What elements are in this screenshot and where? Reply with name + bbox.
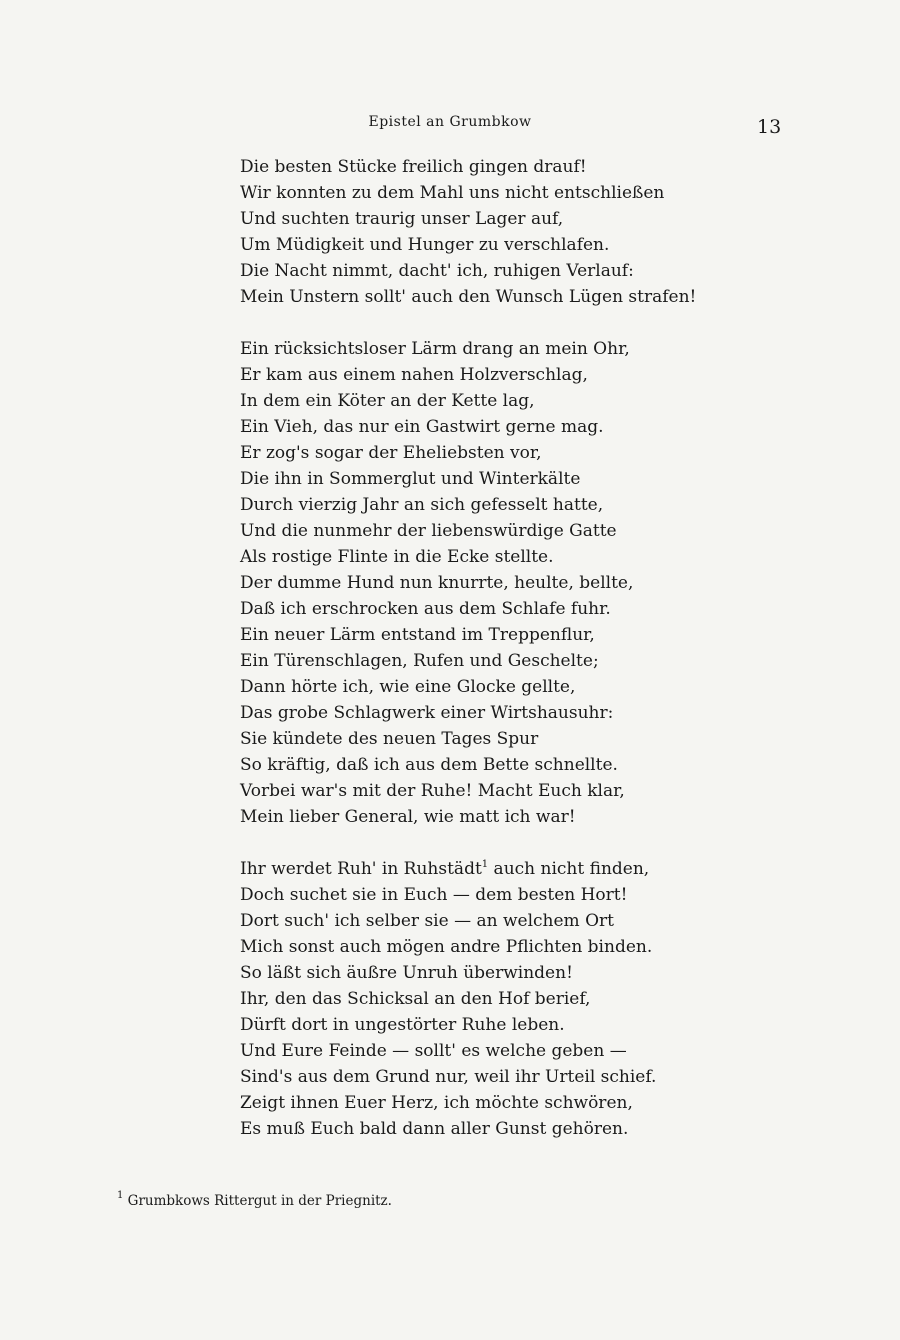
poem-line: Wir konnten zu dem Mahl uns nicht entschließen [240, 183, 665, 203]
poem-line: Dürft dort in ungestörter Ruhe leben. [240, 1015, 565, 1035]
poem-line: Es muß Euch bald dann aller Gunst gehören. [240, 1119, 629, 1139]
poem-line: So läßt sich äußre Unruh überwinden! [240, 963, 573, 983]
poem-line: Und die nunmehr der liebenswürdige Gatte [240, 521, 617, 541]
poem-line-text: Ihr werdet Ruh' in Ruhstädt [240, 859, 482, 879]
stanza-1 [240, 154, 840, 310]
poem-line: Zeigt ihnen Euer Herz, ich möchte schwören, [240, 1093, 633, 1113]
stanza-2 [240, 336, 840, 830]
poem-line: Die besten Stücke freilich gingen drauf! [240, 157, 587, 177]
poem-line: Der dumme Hund nun knurrte, heulte, bellte, [240, 573, 634, 593]
footnote-reference: 1 [481, 859, 489, 870]
poem-line-with-footnote [240, 856, 840, 882]
footnote-marker: 1 [117, 1190, 124, 1201]
poem-line: Mein Unstern sollt' auch den Wunsch Lügen strafen! [240, 287, 697, 307]
running-title: Epistel an Grumbkow [368, 114, 532, 130]
poem-line: Ein Türenschlagen, Rufen und Geschelte; [240, 651, 599, 671]
poem-line: Daß ich erschrocken aus dem Schlafe fuhr. [240, 599, 611, 619]
poem-line: Das grobe Schlagwerk einer Wirtshausuhr: [240, 703, 614, 723]
poem-line: Und suchten traurig unser Lager auf, [240, 209, 564, 229]
poem-line: Ein rücksichtsloser Lärm drang an mein Ohr, [240, 339, 630, 359]
stanza-3 [240, 856, 840, 1142]
poem-line: Er zog's sogar der Eheliebsten vor, [240, 443, 542, 463]
poem-line: So kräftig, daß ich aus dem Bette schnellte. [240, 755, 618, 775]
poem-line: Und Eure Feinde — sollt' es welche geben — [240, 1041, 627, 1061]
footnote [117, 1190, 392, 1209]
poem-line: Sie kündete des neuen Tages Spur [240, 729, 539, 749]
poem-line: Um Müdigkeit und Hunger zu verschlafen. [240, 235, 610, 255]
poem-line: Ihr, den das Schicksal an den Hof berief, [240, 989, 591, 1009]
poem-line: Mein lieber General, wie matt ich war! [240, 807, 576, 827]
poem-line: Mich sonst auch mögen andre Pflichten binden. [240, 937, 653, 957]
poem-line: Die ihn in Sommerglut und Winterkälte [240, 469, 581, 489]
poem-line: Sind's aus dem Grund nur, weil ihr Urteil schief. [240, 1067, 657, 1087]
poem-line: Doch suchet sie in Euch — dem besten Hort! [240, 885, 628, 905]
poem-line: Durch vierzig Jahr an sich gefesselt hatte, [240, 495, 604, 515]
poem-line: In dem ein Köter an der Kette lag, [240, 391, 535, 411]
poem-line: Als rostige Flinte in die Ecke stellte. [240, 547, 554, 567]
poem-line: Vorbei war's mit der Ruhe! Macht Euch klar, [240, 781, 625, 801]
poem-line: Die Nacht nimmt, dacht' ich, ruhigen Verlauf: [240, 261, 634, 281]
poem-line: Ein Vieh, das nur ein Gastwirt gerne mag. [240, 417, 604, 437]
footnote-text: Grumbkows Rittergut in der Priegnitz. [127, 1193, 392, 1209]
poem-line-text: auch nicht finden, [488, 859, 650, 879]
poem-line: Er kam aus einem nahen Holzverschlag, [240, 365, 588, 385]
page-number: 13 [757, 116, 782, 138]
poem-body [240, 154, 840, 1168]
poem-line: Dort such' ich selber sie — an welchem Ort [240, 911, 614, 931]
poem-line: Dann hörte ich, wie eine Glocke gellte, [240, 677, 576, 697]
poem-line: Ein neuer Lärm entstand im Treppenflur, [240, 625, 595, 645]
